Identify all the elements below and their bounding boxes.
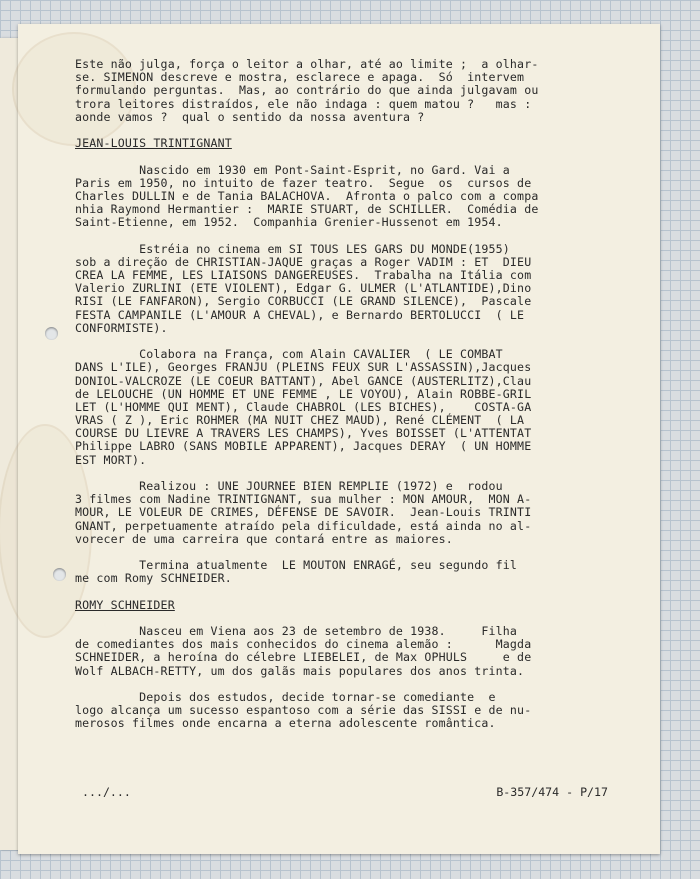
text-line: trora leitores distraídos, ele não indaga : quem matou ? mas : xyxy=(75,96,532,111)
text-line: Saint-Etienne, em 1952. Companhia Grenier-Hussenot em 1954. xyxy=(75,215,503,230)
text-line: formulando perguntas. Mas, ao contrário do que ainda julgavam ou xyxy=(75,83,539,98)
text-line: de comediantes dos mais conhecidos do cinema alemão : Magda xyxy=(75,637,532,652)
paragraph xyxy=(75,58,595,124)
text-line: logo alcança um sucesso espantoso com a série das SISSI e de nu- xyxy=(75,703,532,718)
paragraph xyxy=(75,559,595,585)
paragraph xyxy=(75,480,595,546)
paragraph xyxy=(75,691,595,731)
document-body xyxy=(75,58,595,731)
text-line: Estréia no cinema em SI TOUS LES GARS DU MONDE(1955) xyxy=(75,241,510,256)
text-line: DONIOL-VALCROZE (LE COEUR BATTANT), Abel GANCE (AUSTERLITZ),Clau xyxy=(75,373,532,388)
paragraph xyxy=(75,625,595,678)
text-line: nhia Raymond Hermantier : MARIE STUART, de SCHILLER. Comédia de xyxy=(75,202,539,217)
text-line: LET (L'HOMME QUI MENT), Claude CHABROL (LES BICHES), COSTA-GA xyxy=(75,399,532,414)
text-line: CONFORMISTE). xyxy=(75,320,168,335)
text-line: SCHNEIDER, a heroína do célebre LIEBELEI, de Max OPHULS e de xyxy=(75,650,532,665)
page-footer xyxy=(82,785,608,799)
document-reference: B-357/474 - P/17 xyxy=(496,785,608,799)
paragraph-spacer xyxy=(75,229,595,242)
text-line: Depois dos estudos, decide tornar-se comediante e xyxy=(75,690,496,704)
section-heading: JEAN-LOUIS TRINTIGNANT xyxy=(75,136,232,151)
text-line: me com Romy SCHNEIDER. xyxy=(75,571,232,586)
text-line: CREA LA FEMME, LES LIAISONS DANGEREUSES. Trabalha na Itália com xyxy=(75,268,532,282)
continuation-mark: .../... xyxy=(82,785,131,799)
text-line: sob a direção de CHRISTIAN-JAQUE graças a Roger VADIM : ET DIEU xyxy=(75,254,532,269)
punch-hole-lower xyxy=(53,568,66,581)
text-line: vorecer de uma carreira que contará entre as maiores. xyxy=(75,531,453,546)
text-line: Nascido em 1930 em Pont-Saint-Esprit, no Gard. Vai a xyxy=(75,162,510,177)
text-line: Philippe LABRO (SANS MOBILE APPARENT), Jacques DERAY ( UN HOMME xyxy=(75,439,532,454)
text-line: MOUR, LE VOLEUR DE CRIMES, DÉFENSE DE SAVOIR. Jean-Louis TRINTI xyxy=(75,505,532,520)
text-line: 3 filmes com Nadine TRINTIGNANT, sua mulher : MON AMOUR, MON A- xyxy=(75,492,532,507)
section-heading: ROMY SCHNEIDER xyxy=(75,597,175,612)
text-line: Valerio ZURLINI (ETE VIOLENT), Edgar G. ULMER (L'ATLANTIDE),Dino xyxy=(75,281,532,296)
paragraph-spacer xyxy=(75,586,595,599)
text-line: Charles DULLIN e de Tania BALACHOVA. Afronta o palco com a compa xyxy=(75,188,539,203)
text-line: Paris em 1950, no intuito de fazer teatro. Segue os cursos de xyxy=(75,175,532,190)
text-line: Realizou : UNE JOURNEE BIEN REMPLIE (1972) e rodou xyxy=(75,479,503,493)
text-line: aonde vamos ? qual o sentido da nossa aventura ? xyxy=(75,109,425,124)
text-line: se. SIMENON descreve e mostra, esclarece e apaga. Só intervem xyxy=(75,70,525,85)
paragraph xyxy=(75,348,595,467)
text-line: Wolf ALBACH-RETTY, um dos galãs mais populares dos anos trinta. xyxy=(75,663,525,678)
text-line: Nasceu em Viena aos 23 de setembro de 1938. Filha xyxy=(75,624,518,639)
text-line: Este não julga, força o leitor a olhar, até ao limite ; a olhar- xyxy=(75,57,539,71)
text-line: merosos filmes onde encarna a eterna adolescente romântica. xyxy=(75,716,496,731)
text-line: Termina atualmente LE MOUTON ENRAGÉ, seu segundo fil xyxy=(75,558,518,573)
text-line: DANS L'ILE), Georges FRANJU (PLEINS FEUX SUR L'ASSASSIN),Jacques xyxy=(75,360,532,375)
text-line: VRAS ( Z ), Eric ROHMER (MA NUIT CHEZ MAUD), René CLÉMENT ( LA xyxy=(75,413,525,428)
text-line: RISI (LE FANFARON), Sergio CORBUCCI (LE GRAND SILENCE), Pascale xyxy=(75,294,532,309)
paragraph-spacer xyxy=(75,150,595,163)
text-line: de LELOUCHE (UN HOMME ET UNE FEMME , LE VOYOU), Alain ROBBE-GRIL xyxy=(75,386,532,401)
text-line: Colabora na França, com Alain CAVALIER ( LE COMBAT xyxy=(75,347,503,362)
text-line: COURSE DU LIEVRE A TRAVERS LES CHAMPS), Yves BOISSET (L'ATTENTAT xyxy=(75,426,532,441)
paragraph xyxy=(75,164,595,230)
text-line: EST MORT). xyxy=(75,452,147,467)
punch-hole-upper xyxy=(45,327,58,340)
text-line: GNANT, perpetuamente atraído pela dificuldade, está ainda no al- xyxy=(75,518,532,533)
text-line: FESTA CAMPANILE (L'AMOUR A CHEVAL), e Bernardo BERTOLUCCI ( LE xyxy=(75,307,525,322)
paragraph xyxy=(75,243,595,335)
